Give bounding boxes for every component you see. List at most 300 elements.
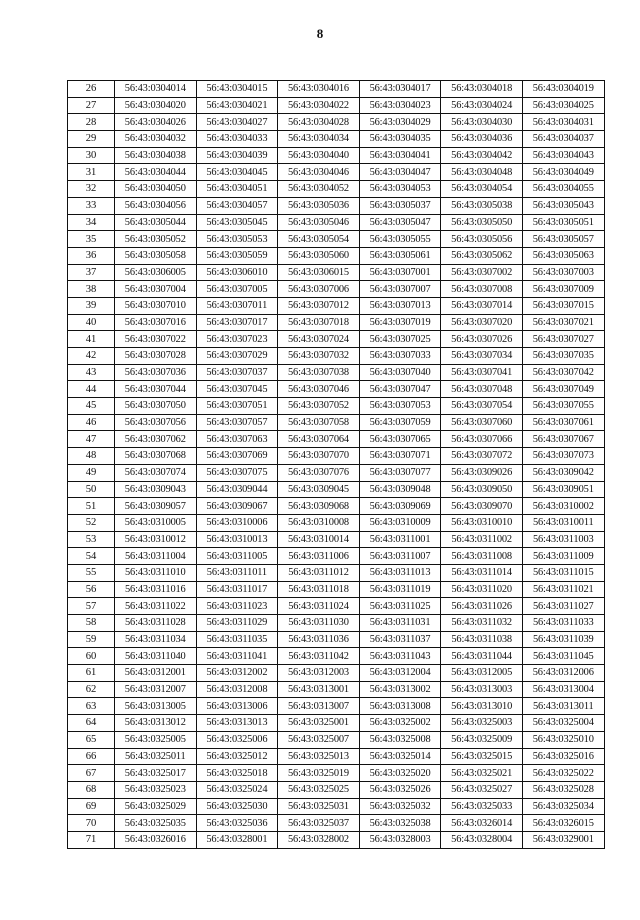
cadastral-number-cell: 56:43:0307046 — [278, 381, 360, 398]
cadastral-number-cell: 56:43:0304028 — [278, 114, 360, 131]
cadastral-number-cell: 56:43:0304052 — [278, 181, 360, 198]
cadastral-number-cell: 56:43:0304015 — [196, 81, 278, 98]
cadastral-number-cell: 56:43:0304020 — [115, 97, 197, 114]
cadastral-number-cell: 56:43:0304053 — [359, 181, 441, 198]
cadastral-number-cell: 56:43:0305044 — [115, 214, 197, 231]
cadastral-number-cell: 56:43:0328001 — [196, 831, 278, 848]
cadastral-number-cell: 56:43:0326016 — [115, 831, 197, 848]
cadastral-number-cell: 56:43:0307077 — [359, 464, 441, 481]
cadastral-number-cell: 56:43:0328003 — [359, 831, 441, 848]
row-number: 61 — [68, 665, 115, 682]
cadastral-number-cell: 56:43:0307062 — [115, 431, 197, 448]
cadastral-number-cell: 56:43:0325032 — [359, 798, 441, 815]
table-row — [68, 581, 605, 598]
cadastral-number-cell: 56:43:0304049 — [522, 164, 604, 181]
cadastral-number-cell: 56:43:0307005 — [196, 281, 278, 298]
cadastral-number-cell: 56:43:0305057 — [522, 231, 604, 248]
cadastral-number-cell: 56:43:0325001 — [278, 715, 360, 732]
cadastral-number-cell: 56:43:0325036 — [196, 815, 278, 832]
cadastral-number-cell: 56:43:0305045 — [196, 214, 278, 231]
cadastral-number-cell: 56:43:0311022 — [115, 598, 197, 615]
cadastral-number-cell: 56:43:0307015 — [522, 297, 604, 314]
cadastral-number-cell: 56:43:0305055 — [359, 231, 441, 248]
cadastral-number-cell: 56:43:0311005 — [196, 548, 278, 565]
cadastral-number-cell: 56:43:0305054 — [278, 231, 360, 248]
cadastral-number-cell: 56:43:0313005 — [115, 698, 197, 715]
cadastral-number-cell: 56:43:0304051 — [196, 181, 278, 198]
cadastral-number-cell: 56:43:0304050 — [115, 181, 197, 198]
cadastral-number-cell: 56:43:0328002 — [278, 831, 360, 848]
cadastral-number-cell: 56:43:0304029 — [359, 114, 441, 131]
table-row — [68, 297, 605, 314]
row-number: 41 — [68, 331, 115, 348]
table-row — [68, 381, 605, 398]
row-number: 51 — [68, 498, 115, 515]
cadastral-number-cell: 56:43:0325023 — [115, 781, 197, 798]
table-row — [68, 131, 605, 148]
cadastral-number-cell: 56:43:0305047 — [359, 214, 441, 231]
cadastral-number-cell: 56:43:0311002 — [441, 531, 523, 548]
cadastral-number-cell: 56:43:0313008 — [359, 698, 441, 715]
row-number: 63 — [68, 698, 115, 715]
cadastral-number-cell: 56:43:0311028 — [115, 615, 197, 632]
table-row — [68, 815, 605, 832]
table-row — [68, 181, 605, 198]
table-row — [68, 731, 605, 748]
cadastral-number-cell: 56:43:0307057 — [196, 414, 278, 431]
cadastral-number-cell: 56:43:0307058 — [278, 414, 360, 431]
cadastral-number-cell: 56:43:0309026 — [441, 464, 523, 481]
cadastral-number-cell: 56:43:0304057 — [196, 197, 278, 214]
cadastral-number-cell: 56:43:0311006 — [278, 548, 360, 565]
cadastral-number-cell: 56:43:0307054 — [441, 398, 523, 415]
table-row — [68, 314, 605, 331]
cadastral-number-cell: 56:43:0311010 — [115, 564, 197, 581]
table-row — [68, 214, 605, 231]
cadastral-number-cell: 56:43:0307016 — [115, 314, 197, 331]
table-row — [68, 615, 605, 632]
row-number: 29 — [68, 131, 115, 148]
cadastral-number-cell: 56:43:0305046 — [278, 214, 360, 231]
cadastral-number-cell: 56:43:0304034 — [278, 131, 360, 148]
cadastral-number-cell: 56:43:0311027 — [522, 598, 604, 615]
row-number: 26 — [68, 81, 115, 98]
cadastral-number-cell: 56:43:0305050 — [441, 214, 523, 231]
cadastral-number-cell: 56:43:0307038 — [278, 364, 360, 381]
cadastral-number-cell: 56:43:0304014 — [115, 81, 197, 98]
cadastral-number-cell: 56:43:0311007 — [359, 548, 441, 565]
cadastral-number-cell: 56:43:0311038 — [441, 631, 523, 648]
cadastral-number-cell: 56:43:0307034 — [441, 348, 523, 365]
cadastral-number-cell: 56:43:0325014 — [359, 748, 441, 765]
table-row — [68, 531, 605, 548]
table-row — [68, 348, 605, 365]
table-row — [68, 564, 605, 581]
cadastral-number-cell: 56:43:0325018 — [196, 765, 278, 782]
cadastral-number-cell: 56:43:0307067 — [522, 431, 604, 448]
row-number: 68 — [68, 781, 115, 798]
cadastral-number-cell: 56:43:0325009 — [441, 731, 523, 748]
cadastral-number-cell: 56:43:0325006 — [196, 731, 278, 748]
row-number: 70 — [68, 815, 115, 832]
cadastral-number-cell: 56:43:0325007 — [278, 731, 360, 748]
cadastral-number-cell: 56:43:0304026 — [115, 114, 197, 131]
cadastral-number-cell: 56:43:0313006 — [196, 698, 278, 715]
cadastral-number-cell: 56:43:0307010 — [115, 297, 197, 314]
cadastral-number-cell: 56:43:0310012 — [115, 531, 197, 548]
cadastral-number-cell: 56:43:0310011 — [522, 514, 604, 531]
cadastral-number-cell: 56:43:0309043 — [115, 481, 197, 498]
cadastral-number-cell: 56:43:0304042 — [441, 147, 523, 164]
cadastral-number-cell: 56:43:0311045 — [522, 648, 604, 665]
cadastral-number-cell: 56:43:0313004 — [522, 681, 604, 698]
cadastral-number-cell: 56:43:0307045 — [196, 381, 278, 398]
cadastral-number-cell: 56:43:0312006 — [522, 665, 604, 682]
table-row — [68, 164, 605, 181]
cadastral-number-cell: 56:43:0307032 — [278, 348, 360, 365]
cadastral-number-cell: 56:43:0309044 — [196, 481, 278, 498]
cadastral-number-cell: 56:43:0307017 — [196, 314, 278, 331]
cadastral-number-cell: 56:43:0305058 — [115, 247, 197, 264]
cadastral-number-cell: 56:43:0307068 — [115, 448, 197, 465]
cadastral-number-cell: 56:43:0307048 — [441, 381, 523, 398]
cadastral-number-cell: 56:43:0304019 — [522, 81, 604, 98]
row-number: 64 — [68, 715, 115, 732]
row-number: 49 — [68, 464, 115, 481]
cadastral-number-cell: 56:43:0325003 — [441, 715, 523, 732]
cadastral-number-cell: 56:43:0304017 — [359, 81, 441, 98]
cadastral-number-cell: 56:43:0312003 — [278, 665, 360, 682]
cadastral-number-cell: 56:43:0311034 — [115, 631, 197, 648]
cadastral-number-cell: 56:43:0307024 — [278, 331, 360, 348]
row-number: 28 — [68, 114, 115, 131]
cadastral-number-cell: 56:43:0304037 — [522, 131, 604, 148]
cadastral-number-cell: 56:43:0307070 — [278, 448, 360, 465]
row-number: 27 — [68, 97, 115, 114]
cadastral-number-cell: 56:43:0329001 — [522, 831, 604, 848]
cadastral-number-cell: 56:43:0307063 — [196, 431, 278, 448]
cadastral-number-cell: 56:43:0328004 — [441, 831, 523, 848]
cadastral-number-cell: 56:43:0309045 — [278, 481, 360, 498]
cadastral-number-cell: 56:43:0312001 — [115, 665, 197, 682]
cadastral-number-cell: 56:43:0307035 — [522, 348, 604, 365]
cadastral-number-cell: 56:43:0307049 — [522, 381, 604, 398]
table-row — [68, 197, 605, 214]
cadastral-number-cell: 56:43:0325022 — [522, 765, 604, 782]
cadastral-number-cell: 56:43:0325024 — [196, 781, 278, 798]
cadastral-number-cell: 56:43:0325011 — [115, 748, 197, 765]
cadastral-number-cell: 56:43:0325008 — [359, 731, 441, 748]
table-row — [68, 498, 605, 515]
cadastral-number-cell: 56:43:0307023 — [196, 331, 278, 348]
cadastral-number-cell: 56:43:0325019 — [278, 765, 360, 782]
cadastral-number-cell: 56:43:0311033 — [522, 615, 604, 632]
cadastral-number-cell: 56:43:0309070 — [441, 498, 523, 515]
cadastral-number-cell: 56:43:0304023 — [359, 97, 441, 114]
table-row — [68, 481, 605, 498]
cadastral-number-cell: 56:43:0311029 — [196, 615, 278, 632]
cadastral-number-cell: 56:43:0307072 — [441, 448, 523, 465]
cadastral-number-cell: 56:43:0311035 — [196, 631, 278, 648]
table-body — [68, 81, 605, 849]
cadastral-number-cell: 56:43:0311042 — [278, 648, 360, 665]
cadastral-number-cell: 56:43:0305053 — [196, 231, 278, 248]
cadastral-number-cell: 56:43:0304036 — [441, 131, 523, 148]
cadastral-number-cell: 56:43:0325030 — [196, 798, 278, 815]
cadastral-number-cell: 56:43:0307056 — [115, 414, 197, 431]
cadastral-number-cell: 56:43:0325012 — [196, 748, 278, 765]
cadastral-number-cell: 56:43:0311039 — [522, 631, 604, 648]
cadastral-number-cell: 56:43:0307025 — [359, 331, 441, 348]
table-row — [68, 247, 605, 264]
cadastral-number-cell: 56:43:0307004 — [115, 281, 197, 298]
row-number: 48 — [68, 448, 115, 465]
cadastral-number-cell: 56:43:0311013 — [359, 564, 441, 581]
cadastral-number-cell: 56:43:0311019 — [359, 581, 441, 598]
row-number: 50 — [68, 481, 115, 498]
cadastral-number-cell: 56:43:0305051 — [522, 214, 604, 231]
row-number: 47 — [68, 431, 115, 448]
table-row — [68, 81, 605, 98]
cadastral-number-cell: 56:43:0311030 — [278, 615, 360, 632]
table-row — [68, 97, 605, 114]
cadastral-number-cell: 56:43:0305061 — [359, 247, 441, 264]
cadastral-number-cell: 56:43:0304033 — [196, 131, 278, 148]
row-number: 44 — [68, 381, 115, 398]
row-number: 55 — [68, 564, 115, 581]
cadastral-number-cell: 56:43:0307003 — [522, 264, 604, 281]
cadastral-number-cell: 56:43:0311011 — [196, 564, 278, 581]
cadastral-number-cell: 56:43:0307075 — [196, 464, 278, 481]
cadastral-number-cell: 56:43:0311015 — [522, 564, 604, 581]
row-number: 45 — [68, 398, 115, 415]
cadastral-number-cell: 56:43:0307027 — [522, 331, 604, 348]
row-number: 43 — [68, 364, 115, 381]
cadastral-number-cell: 56:43:0311018 — [278, 581, 360, 598]
cadastral-number-cell: 56:43:0311026 — [441, 598, 523, 615]
cadastral-number-cell: 56:43:0307011 — [196, 297, 278, 314]
row-number: 66 — [68, 748, 115, 765]
cadastral-number-cell: 56:43:0326014 — [441, 815, 523, 832]
cadastral-number-cell: 56:43:0325027 — [441, 781, 523, 798]
row-number: 71 — [68, 831, 115, 848]
cadastral-number-cell: 56:43:0325016 — [522, 748, 604, 765]
cadastral-number-cell: 56:43:0304024 — [441, 97, 523, 114]
cadastral-number-cell: 56:43:0304018 — [441, 81, 523, 98]
cadastral-number-cell: 56:43:0312005 — [441, 665, 523, 682]
row-number: 37 — [68, 264, 115, 281]
cadastral-number-cell: 56:43:0304022 — [278, 97, 360, 114]
cadastral-number-cell: 56:43:0311043 — [359, 648, 441, 665]
cadastral-number-cell: 56:43:0325028 — [522, 781, 604, 798]
cadastral-number-cell: 56:43:0307050 — [115, 398, 197, 415]
cadastral-number-cell: 56:43:0311036 — [278, 631, 360, 648]
cadastral-number-cell: 56:43:0313013 — [196, 715, 278, 732]
row-number: 60 — [68, 648, 115, 665]
cadastral-number-cell: 56:43:0313002 — [359, 681, 441, 698]
row-number: 57 — [68, 598, 115, 615]
cadastral-number-cell: 56:43:0311040 — [115, 648, 197, 665]
row-number: 54 — [68, 548, 115, 565]
cadastral-number-cell: 56:43:0309042 — [522, 464, 604, 481]
cadastral-number-cell: 56:43:0304038 — [115, 147, 197, 164]
row-number: 32 — [68, 181, 115, 198]
row-number: 46 — [68, 414, 115, 431]
cadastral-number-cell: 56:43:0311016 — [115, 581, 197, 598]
cadastral-blocks-table — [67, 80, 605, 849]
cadastral-number-cell: 56:43:0325020 — [359, 765, 441, 782]
cadastral-number-cell: 56:43:0305052 — [115, 231, 197, 248]
cadastral-number-cell: 56:43:0307014 — [441, 297, 523, 314]
cadastral-number-cell: 56:43:0313012 — [115, 715, 197, 732]
row-number: 38 — [68, 281, 115, 298]
cadastral-number-cell: 56:43:0325025 — [278, 781, 360, 798]
cadastral-number-cell: 56:43:0304021 — [196, 97, 278, 114]
table-row — [68, 715, 605, 732]
cadastral-number-cell: 56:43:0307013 — [359, 297, 441, 314]
cadastral-number-cell: 56:43:0311044 — [441, 648, 523, 665]
cadastral-number-cell: 56:43:0310008 — [278, 514, 360, 531]
cadastral-number-cell: 56:43:0304027 — [196, 114, 278, 131]
cadastral-number-cell: 56:43:0325005 — [115, 731, 197, 748]
cadastral-number-cell: 56:43:0307041 — [441, 364, 523, 381]
cadastral-number-cell: 56:43:0307001 — [359, 264, 441, 281]
cadastral-number-cell: 56:43:0307069 — [196, 448, 278, 465]
cadastral-number-cell: 56:43:0307002 — [441, 264, 523, 281]
cadastral-number-cell: 56:43:0304047 — [359, 164, 441, 181]
cadastral-number-cell: 56:43:0305056 — [441, 231, 523, 248]
cadastral-number-cell: 56:43:0310009 — [359, 514, 441, 531]
cadastral-number-cell: 56:43:0311024 — [278, 598, 360, 615]
table-row — [68, 648, 605, 665]
cadastral-number-cell: 56:43:0307051 — [196, 398, 278, 415]
row-number: 35 — [68, 231, 115, 248]
cadastral-number-cell: 56:43:0309050 — [441, 481, 523, 498]
cadastral-number-cell: 56:43:0311003 — [522, 531, 604, 548]
table-row — [68, 631, 605, 648]
table-row — [68, 665, 605, 682]
cadastral-number-cell: 56:43:0307018 — [278, 314, 360, 331]
cadastral-number-cell: 56:43:0307052 — [278, 398, 360, 415]
cadastral-number-cell: 56:43:0309057 — [115, 498, 197, 515]
cadastral-number-cell: 56:43:0307061 — [522, 414, 604, 431]
row-number: 58 — [68, 615, 115, 632]
cadastral-number-cell: 56:43:0307053 — [359, 398, 441, 415]
cadastral-number-cell: 56:43:0310005 — [115, 514, 197, 531]
cadastral-number-cell: 56:43:0309051 — [522, 481, 604, 498]
table-row — [68, 831, 605, 848]
cadastral-number-cell: 56:43:0304048 — [441, 164, 523, 181]
cadastral-number-cell: 56:43:0305060 — [278, 247, 360, 264]
cadastral-number-cell: 56:43:0311012 — [278, 564, 360, 581]
table-row — [68, 448, 605, 465]
table-row — [68, 798, 605, 815]
cadastral-number-cell: 56:43:0307060 — [441, 414, 523, 431]
row-number: 59 — [68, 631, 115, 648]
cadastral-number-cell: 56:43:0307020 — [441, 314, 523, 331]
cadastral-number-cell: 56:43:0313003 — [441, 681, 523, 698]
row-number: 56 — [68, 581, 115, 598]
row-number: 42 — [68, 348, 115, 365]
table-row — [68, 765, 605, 782]
cadastral-number-cell: 56:43:0313010 — [441, 698, 523, 715]
cadastral-number-cell: 56:43:0307037 — [196, 364, 278, 381]
page-number: 8 — [316, 26, 324, 41]
table-row — [68, 331, 605, 348]
cadastral-number-cell: 56:43:0325010 — [522, 731, 604, 748]
table-row — [68, 748, 605, 765]
cadastral-number-cell: 56:43:0313001 — [278, 681, 360, 698]
cadastral-number-cell: 56:43:0312004 — [359, 665, 441, 682]
cadastral-number-cell: 56:43:0307047 — [359, 381, 441, 398]
cadastral-number-cell: 56:43:0304030 — [441, 114, 523, 131]
cadastral-number-cell: 56:43:0307033 — [359, 348, 441, 365]
cadastral-number-cell: 56:43:0304055 — [522, 181, 604, 198]
cadastral-number-cell: 56:43:0307055 — [522, 398, 604, 415]
cadastral-number-cell: 56:43:0307021 — [522, 314, 604, 331]
cadastral-number-cell: 56:43:0307042 — [522, 364, 604, 381]
table-row — [68, 431, 605, 448]
row-number: 31 — [68, 164, 115, 181]
cadastral-number-cell: 56:43:0307059 — [359, 414, 441, 431]
cadastral-number-cell: 56:43:0307022 — [115, 331, 197, 348]
table-row — [68, 364, 605, 381]
table-row — [68, 464, 605, 481]
cadastral-number-cell: 56:43:0307064 — [278, 431, 360, 448]
cadastral-number-cell: 56:43:0304035 — [359, 131, 441, 148]
table-row — [68, 698, 605, 715]
row-number: 34 — [68, 214, 115, 231]
cadastral-number-cell: 56:43:0311020 — [441, 581, 523, 598]
cadastral-number-cell: 56:43:0305037 — [359, 197, 441, 214]
cadastral-number-cell: 56:43:0306015 — [278, 264, 360, 281]
table-row — [68, 231, 605, 248]
cadastral-number-cell: 56:43:0305043 — [522, 197, 604, 214]
cadastral-number-cell: 56:43:0307019 — [359, 314, 441, 331]
cadastral-number-cell: 56:43:0309067 — [196, 498, 278, 515]
cadastral-number-cell: 56:43:0307066 — [441, 431, 523, 448]
cadastral-number-cell: 56:43:0311014 — [441, 564, 523, 581]
cadastral-number-cell: 56:43:0310010 — [441, 514, 523, 531]
table-row — [68, 414, 605, 431]
row-number: 39 — [68, 297, 115, 314]
cadastral-number-cell: 56:43:0325031 — [278, 798, 360, 815]
cadastral-number-cell: 56:43:0313007 — [278, 698, 360, 715]
table-row — [68, 264, 605, 281]
cadastral-number-cell: 56:43:0325037 — [278, 815, 360, 832]
table-row — [68, 147, 605, 164]
cadastral-number-cell: 56:43:0304044 — [115, 164, 197, 181]
cadastral-number-cell: 56:43:0311041 — [196, 648, 278, 665]
cadastral-number-cell: 56:43:0305063 — [522, 247, 604, 264]
table-row — [68, 681, 605, 698]
cadastral-number-cell: 56:43:0307008 — [441, 281, 523, 298]
cadastral-number-cell: 56:43:0307073 — [522, 448, 604, 465]
cadastral-number-cell: 56:43:0304016 — [278, 81, 360, 98]
cadastral-number-cell: 56:43:0307065 — [359, 431, 441, 448]
cadastral-number-cell: 56:43:0325021 — [441, 765, 523, 782]
cadastral-number-cell: 56:43:0325029 — [115, 798, 197, 815]
row-number: 36 — [68, 247, 115, 264]
cadastral-number-cell: 56:43:0309048 — [359, 481, 441, 498]
cadastral-number-cell: 56:43:0304040 — [278, 147, 360, 164]
cadastral-number-cell: 56:43:0307009 — [522, 281, 604, 298]
cadastral-number-cell: 56:43:0311009 — [522, 548, 604, 565]
table-row — [68, 281, 605, 298]
cadastral-number-cell: 56:43:0304041 — [359, 147, 441, 164]
row-number: 30 — [68, 147, 115, 164]
cadastral-number-cell: 56:43:0325033 — [441, 798, 523, 815]
